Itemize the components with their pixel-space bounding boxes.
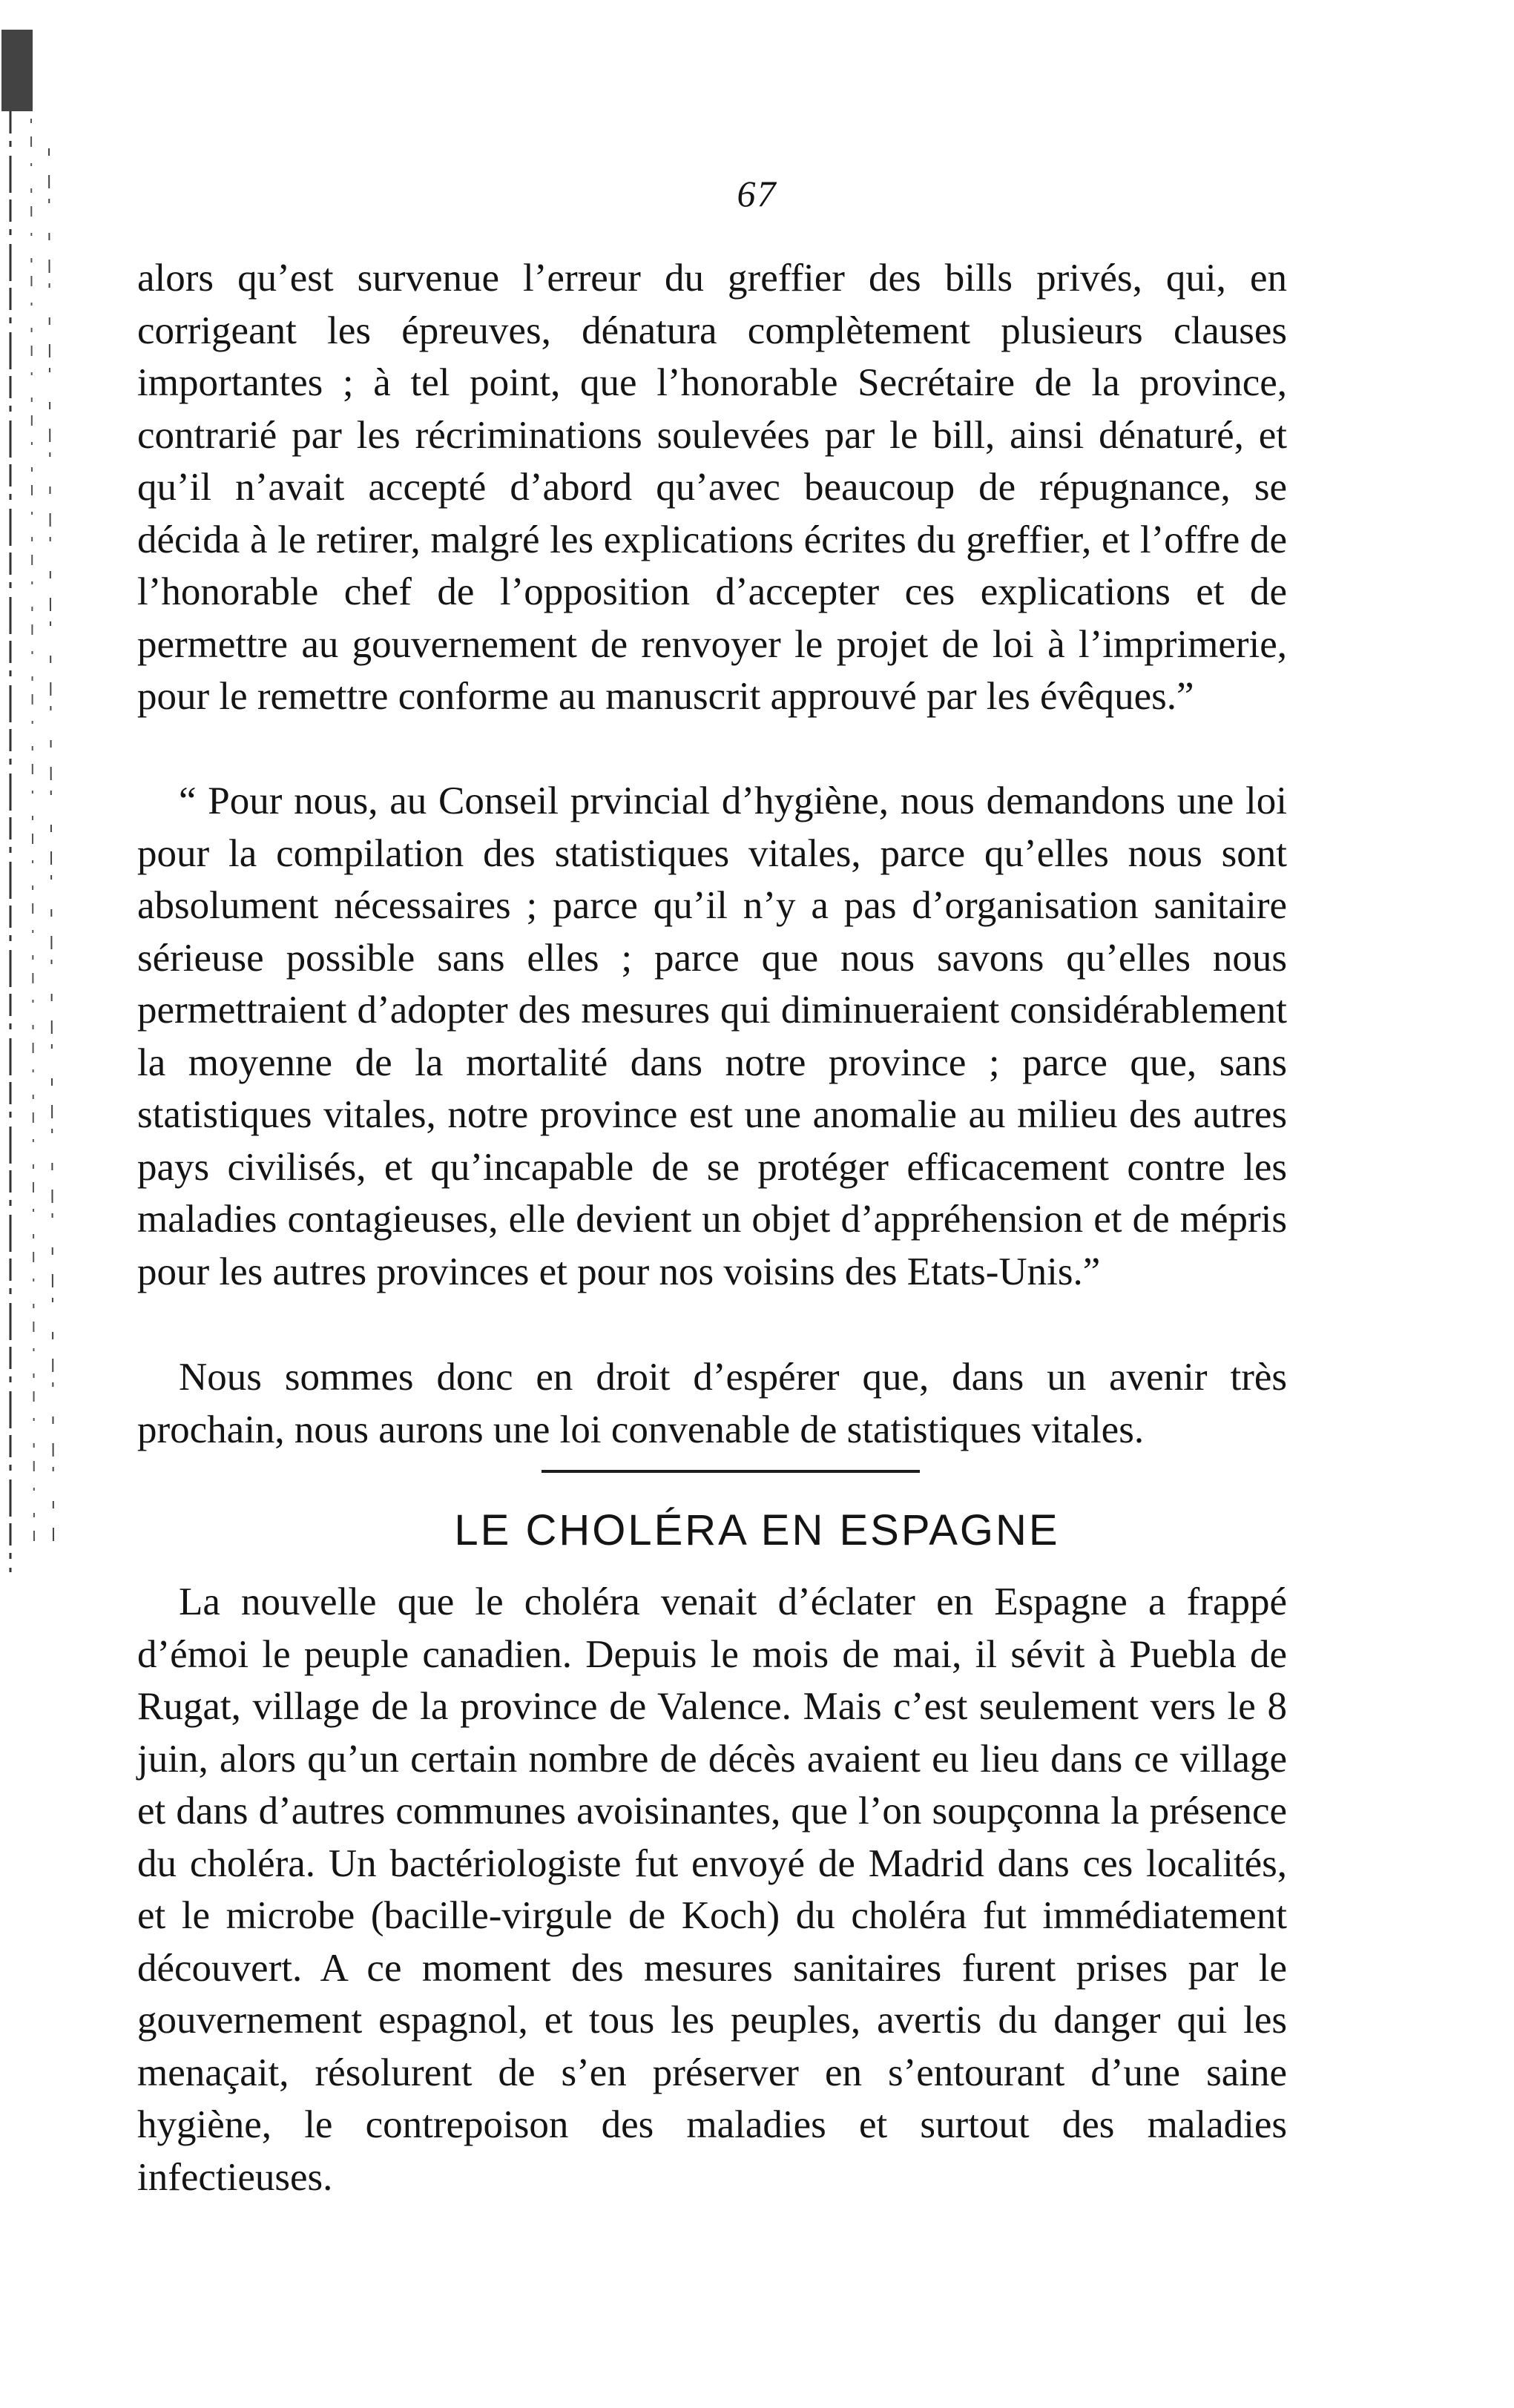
paragraph-text: “ Pour nous, au Conseil prvincial d’hygiène, nous demandons une loi pour la compilation des statistiques vitales, parce qu’elles nous sont absolument nécessaires ; parce qu’il n’y a pas d’organisation sanitaire sérieuse possible sans elles ; parce que nous savons qu’elles nous permettraient d’adopter des mesures qui diminueraient considérablement la moyenne de la mortalité dans notre province ; parce que, sans statistiques vitales, notre province est une anomalie au milieu des autres pays civilisés, et qu’incapable de se protéger efficacement contre les maladies contagieuses, elle devient un objet d’appréhension et de mépris pour les autres provinces et pour nos voisins des Etats-Unis.” xyxy=(137,779,1287,1293)
paragraph-conclusion xyxy=(137,1351,1287,1456)
page-edge-binding xyxy=(0,0,67,1572)
paragraph-text: alors qu’est survenue l’erreur du greffier des bills privés, qui, en corrigeant les épreuves, dénatura complètement plusieurs clauses importantes ; à tel point, que l’honorable Secrétaire de la province, contrarié par les récriminations soulevées par le bill, ainsi dénaturé, et qu’il n’avait accepté d’abord qu’avec beaucoup de répugnance, se décida à le retirer, malgré les explications écrites du greffier, et l’offre de l’honorable chef de l’opposition d’accepter ces explications et de permettre au gouvernement de renvoyer le projet de loi à l’imprimerie, pour le remettre conforme au manuscrit approuvé par les évêques.” xyxy=(137,257,1287,718)
paragraph-quote-end xyxy=(137,252,1287,723)
paragraph-text: La nouvelle que le choléra venait d’éclater en Espagne a frappé d’émoi le peuple canadien. Depuis le mois de mai, il sévit à Puebla de Rugat, village de la province de Valence. Mais c’est seulement vers le 8 juin, alors qu’un certain nombre de décès avaient eu lieu dans ce village et dans d’autres communes avoisinantes, que l’on soupçonna la présence du choléra. Un bactériologiste fut envoyé de Madrid dans ces localités, et le microbe (bacille-virgule de Koch) du choléra fut immédiatement découvert. A ce moment des mesures sanitaires furent prises par le gouvernement espagnol, et tous les peuples, avertis du danger qui les menaçait, résolurent de s’en préserver en s’entourant d’une saine hygiène, le contrepoison des maladies et surtout des maladies infectieuses. xyxy=(137,1580,1287,2199)
paragraph-conseil-hygiene xyxy=(137,775,1287,1298)
paragraph-text: Nous sommes donc en droit d’espérer que, dans un avenir très prochain, nous aurons une loi convenable de statistiques vitales. xyxy=(137,1356,1287,1451)
page-number: 67 xyxy=(737,173,777,214)
section-heading: LE CHOLÉRA EN ESPAGNE xyxy=(454,1506,1060,1554)
paragraph-cholera xyxy=(137,1576,1287,2203)
section-divider xyxy=(542,1470,920,1473)
